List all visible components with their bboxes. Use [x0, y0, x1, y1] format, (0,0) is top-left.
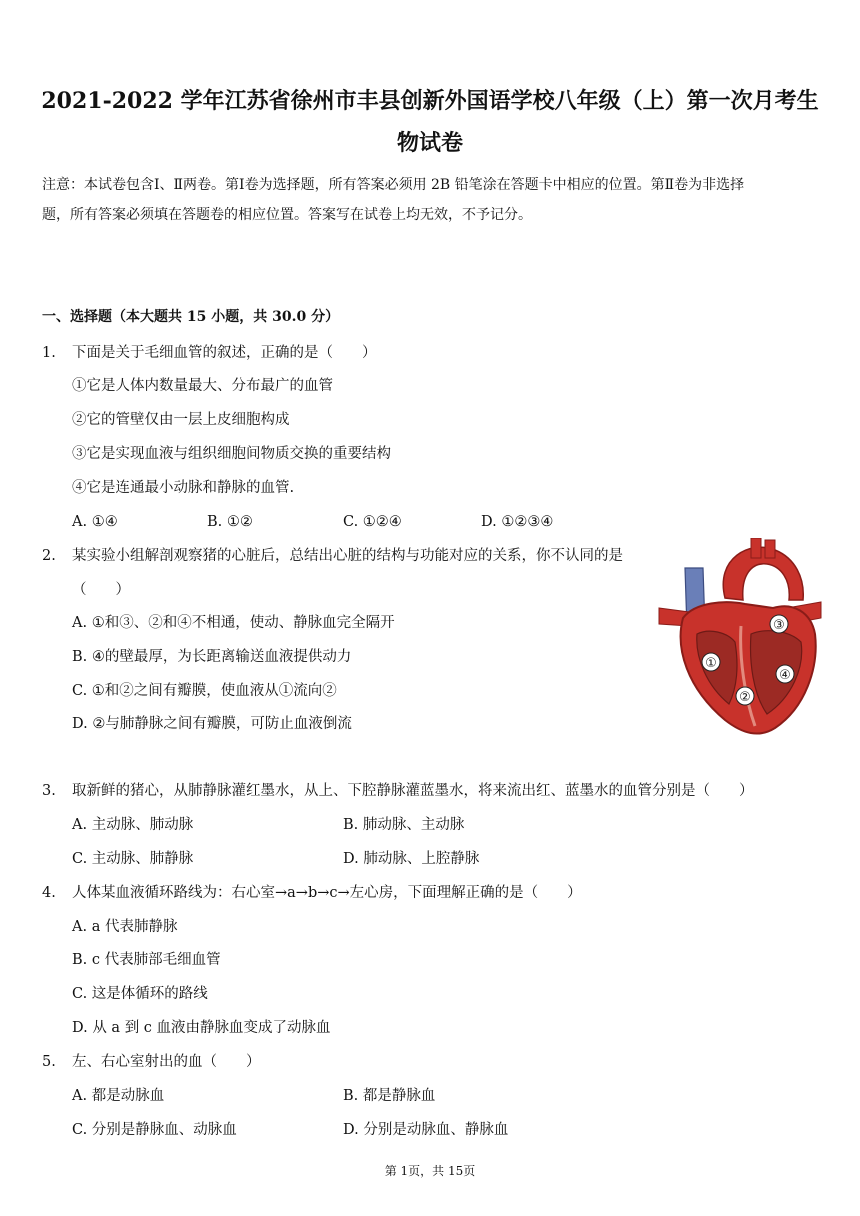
heart-diagram	[655, 538, 823, 740]
question-number: 4.	[42, 885, 56, 901]
statement-item: ②它的管壁仅由一层上皮细胞构成	[72, 412, 290, 428]
option-a[interactable]: A. a 代表肺静脉	[72, 919, 178, 935]
svg-text:②: ②	[739, 690, 751, 705]
question-stem: 取新鲜的猪心，从肺静脉灌红墨水，从上、下腔静脉灌蓝墨水，将来流出红、蓝墨水的血管分别是（ ）	[72, 783, 754, 799]
statement-item: ③它是实现血液与组织细胞间物质交换的重要结构	[72, 446, 391, 462]
artery-branch	[765, 540, 775, 558]
question-stem: 左、右心室射出的血（ ）	[72, 1054, 261, 1070]
option-b[interactable]: B. ①②	[207, 514, 253, 530]
question-number: 2.	[42, 548, 56, 564]
exam-notice	[42, 170, 822, 230]
option-d[interactable]: D. ②与肺静脉之间有瓣膜，可防止血液倒流	[72, 716, 352, 732]
option-b[interactable]: B. c 代表肺部毛细血管	[72, 952, 221, 968]
label-3	[770, 615, 788, 633]
question-stem: 某实验小组解剖观察猪的心脏后，总结出心脏的结构与功能对应的关系，你不认同的是	[72, 548, 623, 564]
question-number: 1.	[42, 345, 56, 361]
aorta-shape	[723, 547, 803, 600]
option-c[interactable]: C. 这是体循环的路线	[72, 986, 208, 1002]
option-c[interactable]: C. 分别是静脉血、动脉血	[72, 1122, 237, 1138]
question-number: 3.	[42, 783, 56, 799]
notice-line1: 注意：本试卷包含Ⅰ、Ⅱ两卷。第Ⅰ卷为选择题，所有答案必须用 2B 铅笔涂在答题卡中相应的位置。第Ⅱ卷为非选择	[42, 177, 745, 193]
label-4	[776, 665, 794, 683]
svg-text:③: ③	[773, 618, 785, 633]
exam-title-line1: 2021-2022 学年江苏省徐州市丰县创新外国语学校八年级（上）第一次月考生	[41, 88, 819, 114]
question-stem: 下面是关于毛细血管的叙述，正确的是（ ）	[72, 345, 377, 361]
option-c[interactable]: C. ①②④	[343, 514, 402, 530]
section-heading: 一、选择题（本大题共 15 小题，共 30.0 分）	[42, 309, 340, 325]
artery-branch	[751, 538, 761, 558]
question-stem-cont: （ ）	[72, 582, 130, 598]
label-2	[736, 687, 754, 705]
svg-text:④: ④	[779, 668, 791, 683]
notice-line2: 题，所有答案必须填在答题卷的相应位置。答案写在试卷上均无效，不予记分。	[42, 207, 532, 223]
option-d[interactable]: D. 从 a 到 c 血液由静脉血变成了动脉血	[72, 1020, 331, 1036]
option-d[interactable]: D. ①②③④	[481, 514, 554, 530]
option-b[interactable]: B. 都是静脉血	[343, 1088, 436, 1104]
option-d[interactable]: D. 分别是动脉血、静脉血	[343, 1122, 509, 1138]
option-a[interactable]: A. 主动脉、肺动脉	[72, 817, 194, 833]
label-1	[702, 653, 720, 671]
option-a[interactable]: A. ①和③、②和④不相通，使动、静脉血完全隔开	[72, 615, 395, 631]
exam-title-line2: 物试卷	[396, 130, 463, 156]
option-a[interactable]: A. 都是动脉血	[72, 1088, 165, 1104]
option-c[interactable]: C. ①和②之间有瓣膜，使血液从①流向②	[72, 683, 337, 699]
statement-item: ①它是人体内数量最大、分布最广的血管	[72, 378, 333, 394]
question-stem: 人体某血液循环路线为：右心室→a→b→c→左心房，下面理解正确的是（ ）	[72, 885, 582, 901]
option-a[interactable]: A. ①④	[72, 514, 118, 530]
option-d[interactable]: D. 肺动脉、上腔静脉	[343, 851, 480, 867]
option-c[interactable]: C. 主动脉、肺静脉	[72, 851, 194, 867]
svg-text:①: ①	[705, 656, 717, 671]
option-b[interactable]: B. 肺动脉、主动脉	[343, 817, 465, 833]
statement-item: ④它是连通最小动脉和静脉的血管.	[72, 480, 295, 496]
option-b[interactable]: B. ④的壁最厚，为长距离输送血液提供动力	[72, 649, 352, 665]
question-number: 5.	[42, 1054, 56, 1070]
page-footer: 第 1页，共 15页	[384, 1164, 476, 1178]
